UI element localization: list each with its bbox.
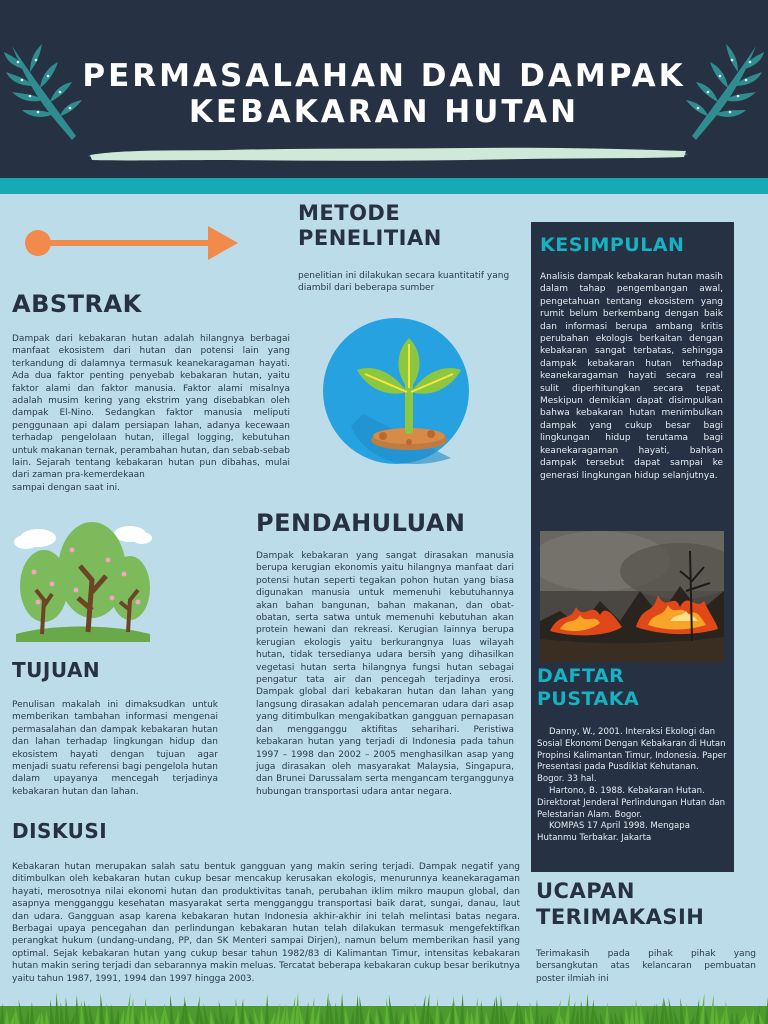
kesimpulan-heading: KESIMPULAN (540, 234, 685, 256)
grass-border (0, 988, 768, 1024)
daftar-pustaka-list (537, 727, 727, 845)
header-stripe (0, 178, 768, 194)
poster-title (0, 58, 768, 130)
pendahuluan-heading: PENDAHULUAN (256, 509, 466, 537)
ucapan-text: Terimakasih pada pihak pihak yang bersangkutan atas kelancaran pembuatan poster ilmiah ini (536, 949, 756, 984)
metode-text: penelitian ini dilakukan secara kuantitatif yang diambil dari beberapa sumber (298, 271, 510, 294)
metode-heading: METODE PENELITIAN (298, 201, 442, 250)
abstrak-text: Dampak dari kebakaran hutan adalah hilangnya berbagai manfaat ekosistem dari hutan dan potensi lain yang terkandung di dalamnya termasuk keanekaragaman hayati. Ada dua faktor penting penyebab kebakaran hutan, yaitu faktor alami dan faktor manusia. Faktor alami misalnya adalah musim kering yang ekstrim yang disebabkan oleh dampak El-Nino. Sedangkan faktor manusia meliputi penggunaan api dalam persiapan lahan, adanya kecewaan terhadap pengelolaan hutan, illegal logging, kebutuhan untuk makanan ternak, perambahan hutan, dan sebab-sebab lain. Sejarah tentang kebakaran hutan pun dibahas, mulai dari zaman pra-kemerdekaan sampai dengan saat ini. (12, 334, 290, 493)
trees-icon (12, 520, 154, 642)
abstrak-heading: ABSTRAK (12, 290, 142, 318)
tujuan-heading: TUJUAN (12, 658, 101, 682)
title-line-1: PERMASALAHAN DAN DAMPAK (82, 58, 686, 94)
reference-item: Danny, W., 2001. Interaksi Ekologi dan Sosial Ekonomi Dengan Kebakaran di Hutan Propinsi Kalimantan Timur, Indonesia. Paper Presentasi pada Pusdiklat Kehutanan. Bogor. 33 hal. (537, 727, 727, 785)
kesimpulan-text: Analisis dampak kebakaran hutan masih dalam tahap pengembangan awal, pengetahuan tentang ekosistem yang rumit belum berkembang dengan baik dan informasi berupa ambang kritis perubahan ekologis berkaitan dengan kebakaran sangat terbatas, sehingga dampak kebakaran hutan terhadap keanekaragaman hayati secara real sulit diperhitungkan secara tepat. Meskipun demikian dapat disimpulkan bahwa kebakaran hutan menimbulkan dampak yang cukup besar bagi lingkungan hidup terutama bagi keanekaragaman hayati, bahkan dampak tersebut dapat sampai ke generasi lingkungan hidup selanjutnya. (540, 272, 723, 481)
ucapan-heading: UCAPAN TERIMAKASIH (536, 879, 705, 929)
brush-stroke-divider (88, 143, 688, 165)
reference-item: KOMPAS 17 April 1998. Mengapa Hutanmu Terbakar. Jakarta (537, 821, 691, 844)
daftar-pustaka-heading: DAFTAR PUSTAKA (537, 665, 640, 710)
reference-item: Hartono, B. 1988. Kebakaran Hutan. Direktorat Jenderal Perlindungan Hutan dan Pelestarian Alam. Bogor. (537, 785, 726, 820)
plant-sprout-icon (323, 318, 469, 464)
arrow-right-icon (24, 222, 240, 264)
pendahuluan-text: Dampak kebakaran yang sangat dirasakan manusia berupa kerugian ekonomis yaitu hilangnya manfaat dari potensi hutan seperti tegakan pohon hutan yang biasa digunakan manusia untuk memenuhi kebutuhannya akan bahan bangunan, bahan makanan, dan obat-obatan, serta satwa untuk memenuhi kebutuhan akan protein hewani dan rekreasi. Kerugian lainnya berupa kerugian ekologis yaitu berkurangnya luas wilayah hutan, tidak tersedianya udara bersih yang dihasilkan vegetasi hutan serta hilangnya fungsi hutan sebagai pengatur tata air dan pencegah terjadinya erosi. Dampak global dari kebakaran hutan dan lahan yang langsung dirasakan adalah pencemaran udara dari asap yang ditimbulkan mengakibatkan gangguan pernapasan dan mengganggu aktifitas seharihari. Peristiwa kebakaran hutan yang terjadi di Indonesia pada tahun 1997 – 1998 dan 2002 – 2005 menghasilkan asap yang juga dirasakan oleh masyarakat Malaysia, Singapura, dan Brunei Darussalam serta mengancam terganggunya hubungan transportasi udara antar negara. (256, 551, 514, 797)
diskusi-heading: DISKUSI (12, 819, 108, 843)
tujuan-text: Penulisan makalah ini dimaksudkan untuk memberikan tambahan informasi mengenai permasalahan dan dampak kebakaran hutan dan lahan terhadap lingkungan hidup dan ekosistem hayati dengan tujuan agar menjadi suatu referensi bagi pengelola hutan dalam upayanya mencegah terjadinya kebakaran hutan dan lahan. (12, 700, 218, 797)
title-line-2: KEBAKARAN HUTAN (188, 94, 580, 130)
diskusi-text: Kebakaran hutan merupakan salah satu bentuk gangguan yang makin sering terjadi. Dampak negatif yang ditimbulkan oleh kebakaran hutan cukup besar mencakup kerusakan ekologis, menurunnya keanekaragaman hayati, merosotnya nilai ekonomi hutan dan produktivitas tanah, perubahan iklim mikro maupun global, dan asapnya mengganggu kesehatan masyarakat serta mengganggu transportasi baik darat, sungai, danau, laut dan udara. Gangguan asap karena kebakaran hutan Indonesia akhir-akhir ini telah melintasi batas negara. Berbagai upaya pencegahan dan perlindungan kebakaran hutan telah dilakukan termasuk mengefektifkan perangkat hukum (undang-undang, PP, dan SK Menteri sampai Dirjen), namun belum memberikan hasil yang optimal. Sejak kebakaran hutan yang cukup besar tahun 1982/83 di Kalimantan Timur, intensitas kebakaran hutan makin sering terjadi dan sebarannya makin meluas. Tercatat beberapa kebakaran cukup besar berikutnya yaitu tahun 1987, 1991, 1994 dan 1997 hingga 2003. (12, 862, 520, 984)
forest-fire-photo (540, 531, 724, 662)
